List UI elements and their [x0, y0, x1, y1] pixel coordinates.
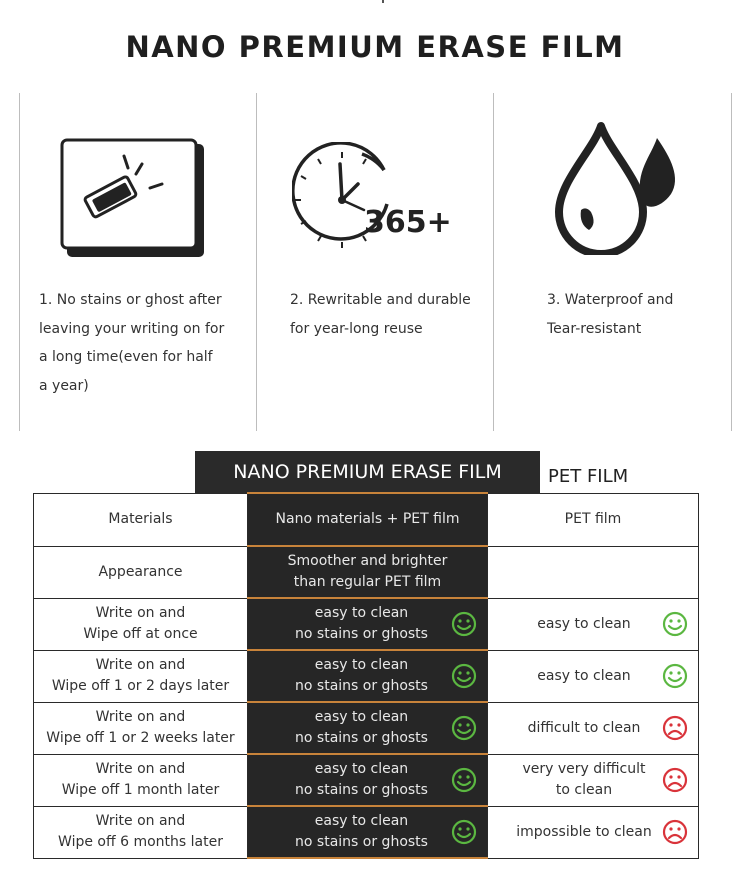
nano-value: easy to clean no stains or ghosts	[295, 761, 428, 798]
water-drop-icon	[553, 120, 688, 255]
smiley-face-icon	[662, 611, 688, 637]
sad-face-icon	[662, 767, 688, 793]
pet-cell	[488, 598, 699, 650]
table-row	[34, 546, 699, 598]
row-label-cell	[34, 702, 248, 754]
pet-cell	[488, 702, 699, 754]
nano-value: easy to clean no stains or ghosts	[295, 605, 428, 642]
row-label: Write on and Wipe off 1 month later	[61, 761, 220, 798]
divider	[493, 93, 494, 431]
pet-cell	[488, 806, 699, 858]
pet-value: very very difficult to clean	[522, 761, 646, 798]
divider	[731, 93, 732, 431]
smiley-face-icon	[451, 663, 477, 689]
pet-value: difficult to clean	[527, 719, 641, 736]
page-title: NANO PREMIUM ERASE FILM	[125, 30, 625, 64]
nano-cell	[248, 702, 488, 754]
sad-face-icon	[662, 715, 688, 741]
smiley-face-icon	[451, 767, 477, 793]
nano-value: Nano materials + PET film	[275, 511, 460, 527]
nano-value: easy to clean no stains or ghosts	[295, 657, 428, 694]
smiley-face-icon	[451, 819, 477, 845]
nano-cell	[248, 754, 488, 806]
pet-cell	[488, 754, 699, 806]
nano-value: easy to clean no stains or ghosts	[295, 813, 428, 850]
pet-value: easy to clean	[537, 667, 631, 684]
clock-365-label: 365+	[364, 205, 452, 240]
pet-value: PET film	[564, 511, 622, 527]
whiteboard-eraser-icon	[58, 136, 208, 261]
comparison-table	[33, 492, 699, 859]
table-row	[34, 754, 699, 806]
row-label-cell	[34, 546, 248, 598]
row-label-cell	[34, 493, 248, 546]
smiley-face-icon	[451, 611, 477, 637]
table-row	[34, 806, 699, 858]
nano-cell	[248, 546, 488, 598]
table-row	[34, 650, 699, 702]
row-label: Write on and Wipe off 6 months later	[58, 813, 223, 850]
top-marker	[382, 0, 384, 3]
row-label: Appearance	[98, 563, 183, 580]
nano-value: Smoother and brighter than regular PET film	[287, 553, 448, 590]
feature-text-3: 3. Waterproof and Tear-resistant	[547, 292, 674, 337]
table-row	[34, 702, 699, 754]
smiley-face-icon	[451, 715, 477, 741]
feature-text-1: 1. No stains or ghost after leaving your writing on for a long time(even for half a year)	[39, 292, 225, 394]
row-label-cell	[34, 650, 248, 702]
smiley-face-icon	[662, 663, 688, 689]
table-row	[34, 493, 699, 546]
pet-value: impossible to clean	[516, 823, 652, 840]
nano-cell	[248, 806, 488, 858]
divider	[19, 93, 20, 431]
row-label-cell	[34, 754, 248, 806]
pet-cell	[488, 546, 699, 598]
table-row	[34, 598, 699, 650]
pet-cell	[488, 493, 699, 546]
divider	[256, 93, 257, 431]
row-label-cell	[34, 598, 248, 650]
nano-cell	[248, 493, 488, 546]
sad-face-icon	[662, 819, 688, 845]
pet-cell	[488, 650, 699, 702]
nano-cell	[248, 650, 488, 702]
tab-pet-film: PET FILM	[548, 466, 629, 487]
row-label: Write on and Wipe off 1 or 2 days later	[51, 657, 230, 694]
nano-value: easy to clean no stains or ghosts	[295, 709, 428, 746]
tab-nano-film: NANO PREMIUM ERASE FILM	[195, 451, 540, 493]
nano-cell	[248, 598, 488, 650]
pet-value: easy to clean	[537, 615, 631, 632]
row-label: Materials	[108, 511, 173, 527]
clock-365-icon	[292, 142, 462, 252]
row-label-cell	[34, 806, 248, 858]
row-label: Write on and Wipe off 1 or 2 weeks later	[46, 709, 235, 746]
feature-text-2: 2. Rewritable and durable for year-long reuse	[290, 292, 471, 337]
row-label: Write on and Wipe off at once	[83, 605, 198, 642]
